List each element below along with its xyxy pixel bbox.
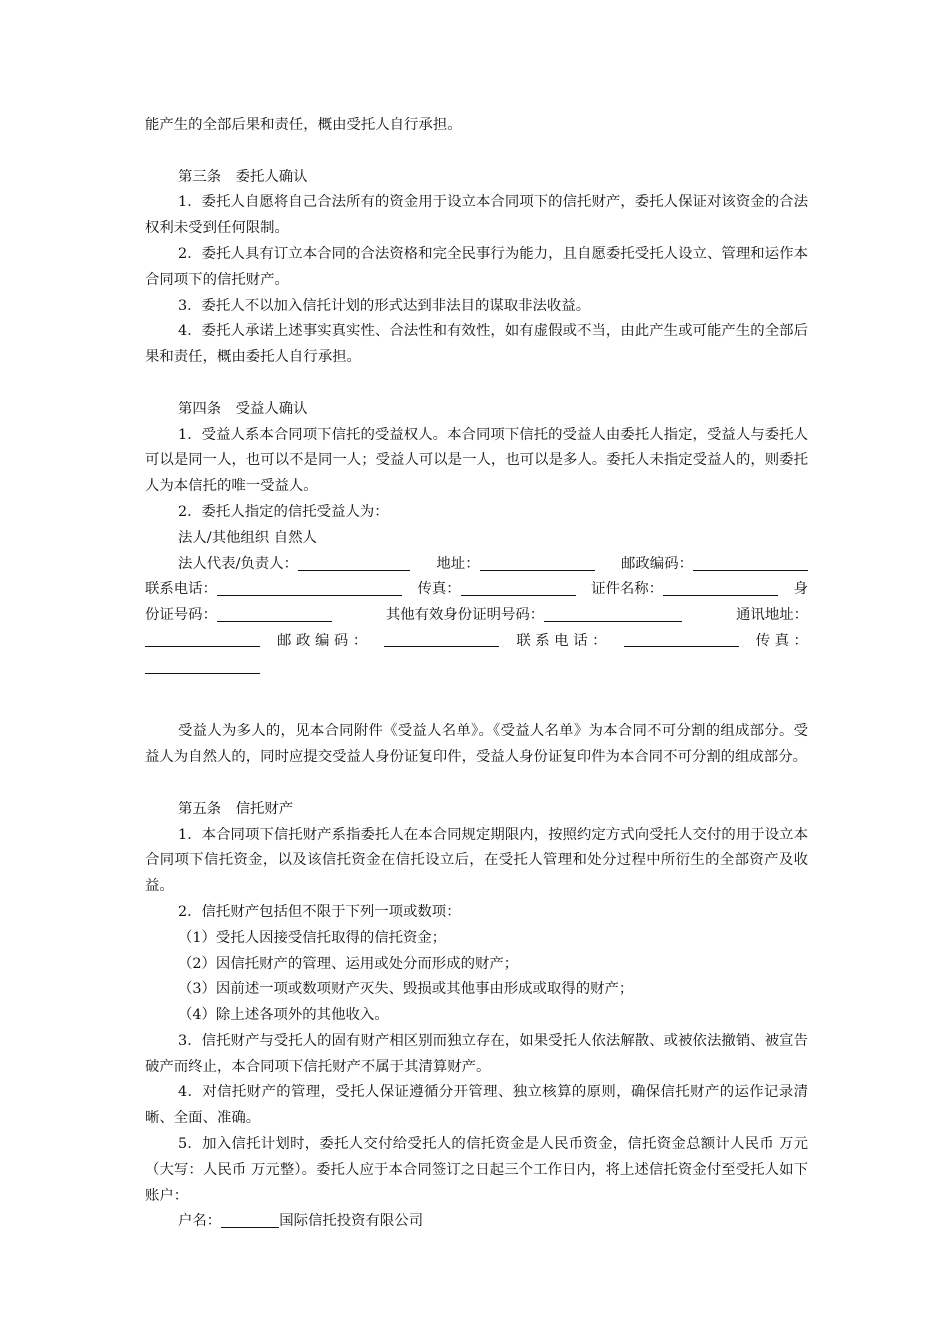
idno-blank[interactable] <box>217 604 332 622</box>
tel-label: 联系电话： <box>145 581 217 598</box>
idname-label: 证件名称： <box>591 581 664 598</box>
article-5-item-1: 1．本合同项下信托财产系指委托人在本合同规定期限内，按照约定方式向受托人交付的用于设立本合同项下信托资金，以及该信托资金在信托设立后，在受托人管理和处分过程中所衍生的全部资产及收益。 <box>145 826 808 895</box>
idno-label-end: 份证号码： <box>145 607 217 624</box>
idname-blank[interactable] <box>663 578 778 596</box>
fax2-blank[interactable] <box>145 656 260 674</box>
article-4-item-1: 1．受益人系本合同项下信托的受益权人。本合同项下信托的受益人由委托人指定，受益人与委托人可以是同一人，也可以不是同一人；受益人可以是一人，也可以是多人。委托人未指定受益人的，则委托人为本信托的唯一受益人。 <box>145 426 808 495</box>
mail-addr-label: 通讯地址： <box>736 607 808 624</box>
spacer <box>145 706 808 719</box>
article-5-sub-3: （3）因前述一项或数项财产灭失、毁损或其他事由形成或取得的财产； <box>178 981 634 998</box>
fax-label: 传真： <box>417 581 461 598</box>
spacer <box>145 139 808 165</box>
article-4-heading: 第四条 受益人确认 <box>178 400 308 417</box>
addr-blank[interactable] <box>480 553 595 571</box>
article-3-item-1: 1．委托人自愿将自己合法所有的资金用于设立本合同项下的信托财产，委托人保证对该资金的合法权利未受到任何限制。 <box>145 194 808 237</box>
form-row-5 <box>145 655 808 681</box>
form-row-3 <box>145 603 808 629</box>
article-5-sub-2: （2）因信托财产的管理、运用或处分而形成的财产； <box>178 955 519 972</box>
fax-blank[interactable] <box>461 578 576 596</box>
article-5-item-5: 5．加入信托计划时，委托人交付给受托人的信托资金是人民币资金，信托资金总额计人民币 万元（大写：人民币 万元整）。委托人应于本合同签订之日起三个工作日内，将上述信托资金付至受托人如下账户： <box>145 1136 808 1204</box>
article-5-sub-1: （1）受托人因接受信托取得的信托资金； <box>178 929 447 946</box>
mail-addr-blank[interactable] <box>145 629 260 647</box>
fax2-label: 传 真 ： <box>755 632 808 649</box>
article-5-item-3: 3．信托财产与受托人的固有财产相区别而独立存在，如果受托人依法解散、或被依法撤销、被宣告破产而终止，本合同项下信托财产不属于其清算财产。 <box>145 1032 808 1075</box>
rep-blank[interactable] <box>298 553 410 571</box>
article-5-heading: 第五条 信托财产 <box>178 800 294 817</box>
other-id-label: 其他有效身份证明号码： <box>385 607 545 624</box>
spacer <box>145 681 808 707</box>
account-line <box>145 1209 808 1235</box>
spacer <box>145 371 808 397</box>
intro-paragraph: 能产生的全部后果和责任，概由受托人自行承担。 <box>145 117 462 133</box>
spacer <box>145 771 808 797</box>
article-3-item-4: 4．委托人承诺上述事实真实性、合法性和有效性，如有虚假或不当，由此产生或可能产生的全部后果和责任，概由委托人自行承担。 <box>145 323 808 366</box>
article-3-heading: 第三条 委托人确认 <box>178 168 308 185</box>
zip2-blank[interactable] <box>384 629 499 647</box>
rep-label: 法人代表/负责人： <box>178 555 298 572</box>
form-row-2 <box>145 577 808 603</box>
form-row-1 <box>145 552 808 578</box>
account-label: 户名： <box>178 1213 222 1230</box>
form-row-4 <box>145 629 808 655</box>
other-id-blank[interactable] <box>544 604 682 622</box>
tel2-blank[interactable] <box>624 629 739 647</box>
beneficiary-type-options: 法人/其他组织 自然人 <box>178 529 317 546</box>
zip-blank[interactable] <box>693 553 808 571</box>
beneficiary-note: 受益人为多人的，见本合同附件《受益人名单》。《受益人名单》为本合同不可分割的组成部分。受益人为自然人的，同时应提交受益人身份证复印件，受益人身份证复印件为本合同不可分割的组成部分。 <box>145 723 808 766</box>
zip2-label: 邮 政 编 码 ： <box>277 632 368 649</box>
article-5-item-2: 2．信托财产包括但不限于下列一项或数项： <box>178 903 461 920</box>
article-5-item-4: 4．对信托财产的管理，受托人保证遵循分开管理、独立核算的原则，确保信托财产的运作记录清晰、全面、准确。 <box>145 1084 808 1127</box>
idno-label-start: 身 <box>793 581 808 598</box>
article-3-item-2: 2．委托人具有订立本合同的合法资格和完全民事行为能力，且自愿委托受托人设立、管理和运作本合同项下的信托财产。 <box>145 245 808 288</box>
addr-label: 地址： <box>436 555 480 572</box>
document-page <box>145 113 808 1235</box>
account-name: 国际信托投资有限公司 <box>279 1213 424 1230</box>
account-blank[interactable] <box>221 1210 279 1228</box>
zip-label: 邮政编码： <box>621 555 693 572</box>
article-5-sub-4: （4）除上述各项外的其他收入。 <box>178 1007 389 1024</box>
article-3-item-3: 3．委托人不以加入信托计划的形式达到非法目的谋取非法收益。 <box>178 297 591 314</box>
tel-blank[interactable] <box>217 578 402 596</box>
article-4-item-2: 2．委托人指定的信托受益人为： <box>178 503 389 520</box>
tel2-label: 联 系 电 话 ： <box>516 632 607 649</box>
